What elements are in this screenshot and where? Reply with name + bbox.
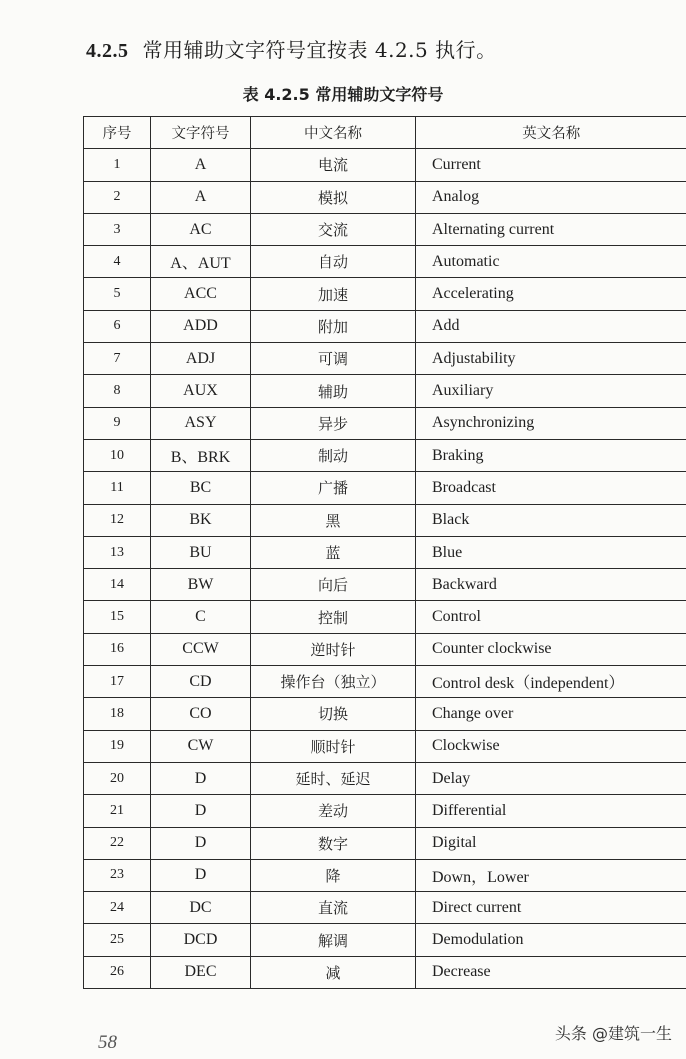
cell-symbol: ADD: [151, 310, 251, 342]
cell-seq: 23: [84, 859, 151, 891]
cell-english-name: Accelerating: [416, 278, 686, 310]
table-row: [84, 827, 686, 859]
cell-chinese-name: 减: [251, 956, 416, 988]
cell-symbol: D: [151, 827, 251, 859]
cell-symbol: BC: [151, 472, 251, 504]
cell-seq: 13: [84, 536, 151, 568]
cell-english-name: Digital: [416, 827, 686, 859]
cell-english-name: Adjustability: [416, 343, 686, 375]
cell-symbol: BW: [151, 569, 251, 601]
cell-english-name: Control: [416, 601, 686, 633]
cell-chinese-name: 向后: [251, 569, 416, 601]
cell-english-name: Blue: [416, 536, 686, 568]
table-row: [84, 504, 686, 536]
cell-seq: 7: [84, 343, 151, 375]
cell-symbol: DEC: [151, 956, 251, 988]
cell-chinese-name: 电流: [251, 149, 416, 181]
table-row: [84, 666, 686, 698]
cell-seq: 12: [84, 504, 151, 536]
cell-seq: 1: [84, 149, 151, 181]
section-heading: [86, 36, 497, 65]
cell-chinese-name: 异步: [251, 407, 416, 439]
cell-chinese-name: 操作台（独立）: [251, 666, 416, 698]
cell-english-name: Control desk（independent）: [416, 666, 686, 698]
cell-seq: 2: [84, 181, 151, 213]
cell-symbol: AUX: [151, 375, 251, 407]
table-row: [84, 439, 686, 471]
cell-english-name: Broadcast: [416, 472, 686, 504]
cell-chinese-name: 交流: [251, 213, 416, 245]
cell-symbol: CD: [151, 666, 251, 698]
section-number: 4.2.5: [86, 40, 129, 62]
table-row: [84, 343, 686, 375]
cell-english-name: Counter clockwise: [416, 633, 686, 665]
cell-chinese-name: 附加: [251, 310, 416, 342]
cell-seq: 22: [84, 827, 151, 859]
cell-seq: 9: [84, 407, 151, 439]
cell-chinese-name: 降: [251, 859, 416, 891]
table-row: [84, 472, 686, 504]
cell-symbol: BU: [151, 536, 251, 568]
cell-symbol: ADJ: [151, 343, 251, 375]
cell-seq: 21: [84, 795, 151, 827]
cell-symbol: CO: [151, 698, 251, 730]
table-row: [84, 698, 686, 730]
cell-seq: 14: [84, 569, 151, 601]
cell-seq: 19: [84, 730, 151, 762]
table-row: [84, 213, 686, 245]
cell-seq: 3: [84, 213, 151, 245]
cell-seq: 10: [84, 439, 151, 471]
cell-seq: 18: [84, 698, 151, 730]
cell-chinese-name: 制动: [251, 439, 416, 471]
cell-symbol: B、BRK: [151, 439, 251, 471]
cell-chinese-name: 加速: [251, 278, 416, 310]
cell-symbol: ACC: [151, 278, 251, 310]
table-row: [84, 181, 686, 213]
cell-symbol: BK: [151, 504, 251, 536]
cell-chinese-name: 控制: [251, 601, 416, 633]
cell-symbol: D: [151, 859, 251, 891]
cell-seq: 5: [84, 278, 151, 310]
cell-english-name: Current: [416, 149, 686, 181]
cell-chinese-name: 广播: [251, 472, 416, 504]
cell-english-name: Auxiliary: [416, 375, 686, 407]
cell-seq: 16: [84, 633, 151, 665]
header-chinese-name: 中文名称: [251, 117, 416, 149]
cell-seq: 8: [84, 375, 151, 407]
cell-chinese-name: 差动: [251, 795, 416, 827]
cell-english-name: Add: [416, 310, 686, 342]
cell-chinese-name: 辅助: [251, 375, 416, 407]
cell-seq: 20: [84, 762, 151, 794]
cell-chinese-name: 可调: [251, 343, 416, 375]
cell-chinese-name: 直流: [251, 892, 416, 924]
cell-chinese-name: 数字: [251, 827, 416, 859]
cell-english-name: Down，Lower: [416, 859, 686, 891]
watermark: 头条 @建筑一生: [554, 1024, 672, 1043]
cell-symbol: DC: [151, 892, 251, 924]
cell-english-name: Black: [416, 504, 686, 536]
cell-chinese-name: 黑: [251, 504, 416, 536]
cell-symbol: A: [151, 181, 251, 213]
cell-chinese-name: 顺时针: [251, 730, 416, 762]
cell-seq: 17: [84, 666, 151, 698]
table-row: [84, 536, 686, 568]
symbols-table: [83, 116, 686, 989]
cell-english-name: Asynchronizing: [416, 407, 686, 439]
cell-symbol: CCW: [151, 633, 251, 665]
cell-seq: 4: [84, 246, 151, 278]
table-row: [84, 149, 686, 181]
cell-english-name: Delay: [416, 762, 686, 794]
cell-chinese-name: 模拟: [251, 181, 416, 213]
cell-english-name: Alternating current: [416, 213, 686, 245]
cell-english-name: Analog: [416, 181, 686, 213]
cell-english-name: Automatic: [416, 246, 686, 278]
section-text: 常用辅助文字符号宜按表 4.2.5 执行。: [142, 38, 497, 62]
table-row: [84, 633, 686, 665]
cell-chinese-name: 蓝: [251, 536, 416, 568]
cell-english-name: Change over: [416, 698, 686, 730]
table-title: 表 4.2.5 常用辅助文字符号: [242, 85, 444, 104]
cell-chinese-name: 逆时针: [251, 633, 416, 665]
cell-symbol: A: [151, 149, 251, 181]
cell-english-name: Clockwise: [416, 730, 686, 762]
cell-symbol: CW: [151, 730, 251, 762]
table-row: [84, 246, 686, 278]
cell-symbol: A、AUT: [151, 246, 251, 278]
cell-symbol: ASY: [151, 407, 251, 439]
table-row: [84, 569, 686, 601]
cell-chinese-name: 自动: [251, 246, 416, 278]
table-row: [84, 601, 686, 633]
table-row: [84, 407, 686, 439]
cell-seq: 15: [84, 601, 151, 633]
cell-seq: 26: [84, 956, 151, 988]
header-seq: 序号: [84, 117, 151, 149]
table-row: [84, 310, 686, 342]
table-row: [84, 956, 686, 988]
cell-chinese-name: 解调: [251, 924, 416, 956]
cell-symbol: DCD: [151, 924, 251, 956]
cell-seq: 11: [84, 472, 151, 504]
cell-english-name: Direct current: [416, 892, 686, 924]
cell-english-name: Demodulation: [416, 924, 686, 956]
cell-seq: 6: [84, 310, 151, 342]
cell-english-name: Differential: [416, 795, 686, 827]
cell-english-name: Braking: [416, 439, 686, 471]
cell-english-name: Backward: [416, 569, 686, 601]
table-row: [84, 375, 686, 407]
cell-seq: 25: [84, 924, 151, 956]
table-row: [84, 762, 686, 794]
cell-seq: 24: [84, 892, 151, 924]
cell-symbol: D: [151, 762, 251, 794]
table-row: [84, 795, 686, 827]
cell-symbol: D: [151, 795, 251, 827]
header-english-name: 英文名称: [416, 117, 686, 149]
table-row: [84, 730, 686, 762]
table-body: [84, 149, 686, 989]
table-row: [84, 892, 686, 924]
header-symbol: 文字符号: [151, 117, 251, 149]
cell-english-name: Decrease: [416, 956, 686, 988]
cell-chinese-name: 切换: [251, 698, 416, 730]
cell-symbol: C: [151, 601, 251, 633]
table-header-row: [84, 117, 686, 149]
cell-chinese-name: 延时、延迟: [251, 762, 416, 794]
page-number: 58: [98, 1032, 117, 1053]
cell-symbol: AC: [151, 213, 251, 245]
table-row: [84, 924, 686, 956]
table-row: [84, 859, 686, 891]
table-row: [84, 278, 686, 310]
